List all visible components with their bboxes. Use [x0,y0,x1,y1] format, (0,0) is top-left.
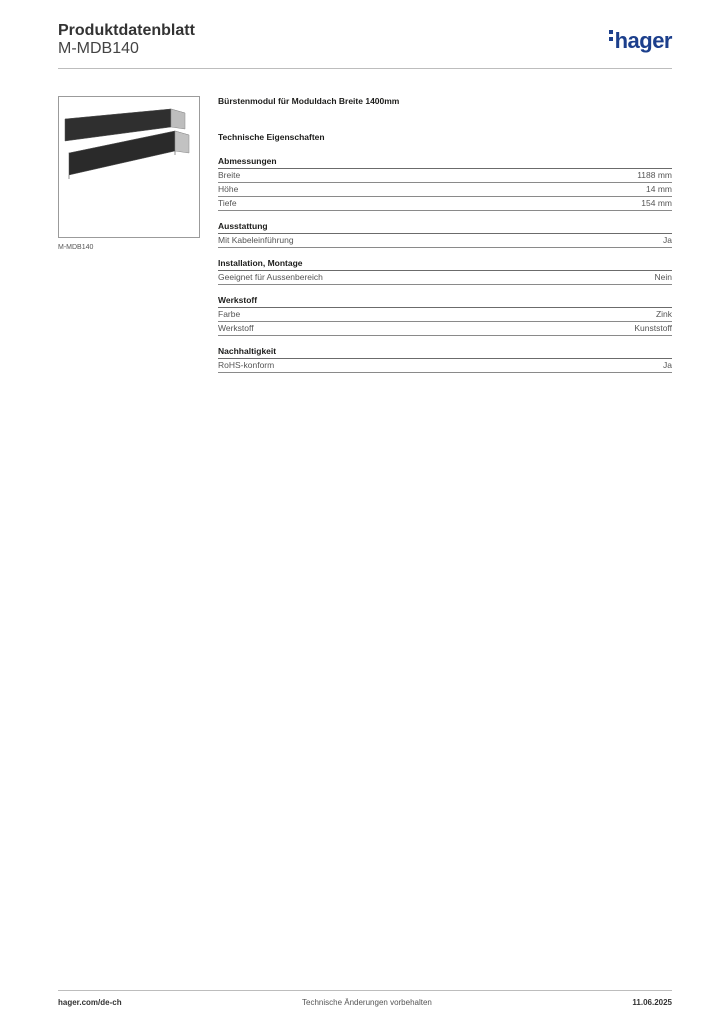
footer-note: Technische Änderungen vorbehalten [302,998,432,1007]
spec-value: Ja [663,235,672,245]
footer-divider [58,990,672,991]
spec-label: RoHS-konform [218,360,275,370]
spec-row [218,308,672,322]
spec-row [218,322,672,336]
spec-row [218,234,672,248]
spec-label: Breite [218,170,241,180]
spec-label: Farbe [218,309,241,319]
spec-section [218,221,672,248]
footer-date: 11.06.2025 [632,998,672,1007]
logo-dots-icon [609,30,613,44]
logo-text: hager [614,28,672,53]
spec-row [218,183,672,197]
document-title: Produktdatenblatt [58,22,195,39]
spec-value: Ja [663,360,672,370]
spec-row [218,197,672,211]
spec-section [218,156,672,211]
spec-value: Kunststoff [634,323,672,333]
spec-label: Mit Kabeleinführung [218,235,294,245]
spec-section [218,346,672,373]
spec-label: Werkstoff [218,323,254,333]
section-title: Werkstoff [218,295,672,308]
spec-label: Tiefe [218,198,237,208]
tech-properties-heading: Technische Eigenschaften [218,132,325,142]
section-title: Abmessungen [218,156,672,169]
image-caption: M-MDB140 [58,244,94,251]
spec-section [218,258,672,285]
section-title: Nachhaltigkeit [218,346,672,359]
spec-section [218,295,672,336]
product-image [58,96,200,238]
footer-website: hager.com/de-ch [58,998,122,1007]
spec-row [218,359,672,373]
spec-row [218,169,672,183]
spec-sections [218,156,672,373]
section-title: Ausstattung [218,221,672,234]
spec-label: Höhe [218,184,239,194]
section-title: Installation, Montage [218,258,672,271]
header-divider [58,68,672,69]
spec-value: 14 mm [646,184,672,194]
spec-value: Nein [654,272,672,282]
spec-value: 1188 mm [637,170,672,180]
product-title: Bürstenmodul für Moduldach Breite 1400mm [218,96,400,106]
spec-value: 154 mm [641,198,672,208]
specifications [218,96,672,383]
spec-label: Geeignet für Aussenbereich [218,272,323,282]
hager-logo [609,28,672,54]
spec-row [218,271,672,285]
document-subtitle: M-MDB140 [58,40,139,57]
brush-module-illustration [59,97,199,237]
spec-value: Zink [655,309,672,319]
